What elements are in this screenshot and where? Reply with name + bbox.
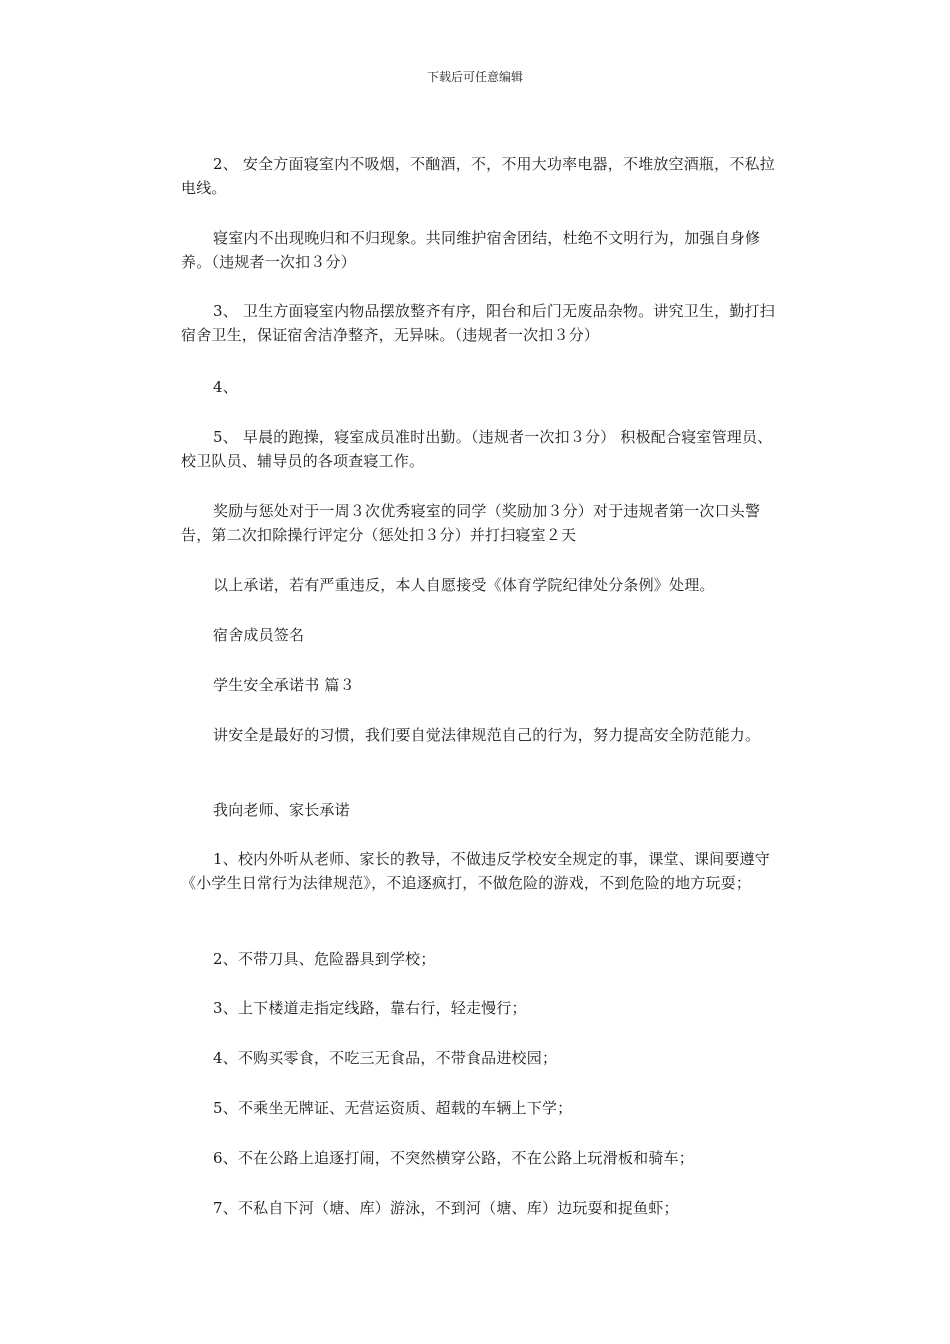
paragraph: 7、不私自下河（塘、库）游泳，不到河（塘、库）边玩耍和捉鱼虾；: [213, 1199, 679, 1217]
paragraph: 2、不带刀具、危险器具到学校；: [213, 950, 436, 968]
paragraph: 1、校内外听从老师、家长的教导，不做违反学校安全规定的事，课堂、课间要遵守《小学生日常行为法律规范》，不追逐疯打，不做危险的游戏，不到危险的地方玩耍；: [181, 850, 770, 892]
paragraph: 我向老师、家长承诺: [213, 801, 350, 819]
paragraph: 3、 卫生方面寝室内物品摆放整齐有序，阳台和后门无废品杂物。讲究卫生，勤打扫宿舍卫生，保证宿舍洁净整齐，无异味。（违规者一次扣３分）: [181, 302, 775, 344]
paragraph: 4、不购买零食，不吃三无食品，不带食品进校园；: [213, 1049, 558, 1067]
paragraph: 5、 早晨的跑操，寝室成员准时出勤。（违规者一次扣３分） 积极配合寝室管理员、校卫队员、辅导员的各项查寝工作。: [181, 428, 773, 470]
paragraph: 宿舍成员签名: [213, 626, 305, 644]
section-title: 学生安全承诺书 篇３: [213, 676, 355, 694]
page-header: 下载后可任意编辑: [426, 70, 523, 84]
paragraph: 4、: [213, 378, 238, 396]
paragraph: 寝室内不出现晚归和不归现象。共同维护宿舍团结，杜绝不文明行为，加强自身修养。（违规者一次扣３分）: [181, 229, 761, 271]
paragraph: 以上承诺，若有严重违反，本人自愿接受《体育学院纪律处分条例》处理。: [213, 576, 715, 594]
paragraph: 讲安全是最好的习惯，我们要自觉法律规范自己的行为，努力提高安全防范能力。: [213, 726, 761, 744]
paragraph: 6、不在公路上追逐打闹，不突然横穿公路，不在公路上玩滑板和骑车；: [213, 1149, 694, 1167]
paragraph: 3、上下楼道走指定线路，靠右行，轻走慢行；: [213, 999, 527, 1017]
paragraph: 2、 安全方面寝室内不吸烟，不酗酒，不，不用大功率电器，不堆放空酒瓶，不私拉电线。: [181, 155, 775, 197]
paragraph: 5、不乘坐无牌证、无营运资质、超载的车辆上下学；: [213, 1099, 573, 1117]
paragraph: 奖励与惩处对于一周３次优秀寝室的同学（奖励加３分）对于违规者第一次口头警告，第二次扣除操行评定分（惩处扣３分）并打扫寝室２天: [181, 502, 761, 544]
